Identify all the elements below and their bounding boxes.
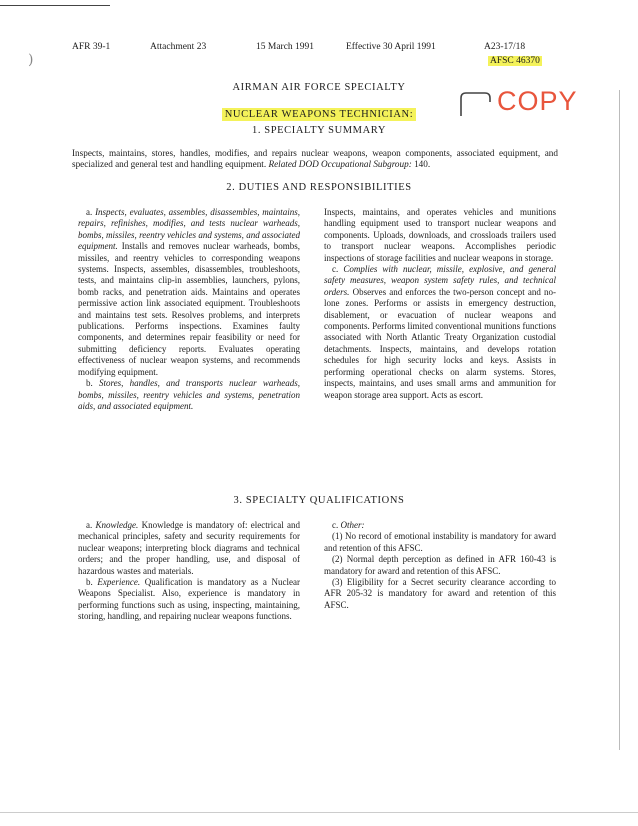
qualification-c [324,520,556,531]
qualification-c1: (1) No record of emotional instability is mandatory for award and retention of this AFSC. [324,531,556,553]
qualification-a [78,520,300,577]
copy-stamp [455,86,595,122]
qualification-c-title: Other: [340,520,365,530]
qualification-a-title: Knowledge. [95,520,139,530]
section-1-body [72,148,558,171]
scan-mark: ) [28,52,34,68]
qualification-c-label: c. [332,520,339,530]
duty-b-continued: Inspects, maintains, and operates vehicles and munitions handling equipment used to transport nuclear weapons and components. Uploads, downloads, and crossloads trailers used to transport nuclear weapons. Accomplishes periodic inspections of storage facilities and nuclear weapons in storage. [324,207,556,263]
duty-b-title: Stores, handles, and transports nuclear warheads, bombs, missiles, reentry vehicles and systems, penetration aids, and associated equipment. [78,378,300,411]
afsc-code: AFSC 46370 [490,56,540,66]
qualification-b-text: Qualification is mandatory as a Nuclear Weapons Specialist. Also, experience is mandatory in performing functions such as using, inspecting, maintaining, storing, handling, and repairing nuclear weapons functions. [78,577,301,622]
section-1-related-label: Related DOD Occupational Subgroup: [268,159,412,170]
document-subtitle: NUCLEAR WEAPONS TECHNICIAN: [222,108,416,121]
duty-a-text: Installs and removes nuclear warheads, bombs, missiles, and reentry vehicles to corresponding weapons systems. Inspects, assembles, disassembles, troubleshoots, tests, and maintains clip-in assemblies, launchers, pylons, bomb racks, and penetration aids. Maintains and operates permissive action link associated equipment. Troubleshoots and maintains test sets. Resolves problems, and interprets publications. Performs inspections. Examines faulty components, and determines repair feasibility or need for submitting deficiency reports. Evaluates operating effectiveness of nuclear weapon systems, and recommends modifying equipment. [78,241,300,377]
duty-a [78,207,300,378]
header-page-id: A23-17/18 [484,42,526,52]
section-1-text: Inspects, maintains, stores, handles, modifies, and repairs nuclear weapons, weapon components, associated equipment, and specialized and general test and handling equipment. [72,148,558,170]
section-3-left-column [78,520,300,623]
section-3-right-column [324,520,556,611]
stamp-bracket-icon [455,86,495,122]
qualification-a-label: a. [86,520,93,530]
scan-edge-line [0,5,110,6]
section-2-heading: 2. DUTIES AND RESPONSIBILITIES [226,182,412,193]
duty-c-text: Observes and enforces the two-person concept and no-lone zones. Performs or assists in emergency destruction, disablement, or evacuation of nuclear weapons and components. Performs limited conventional munitions functions associated with North Atlantic Treaty Organization custodial detachments. Inspects, maintains, and develops rotation schedules for high security locks and keys. Assists in performing operational checks on alarm systems. Stores, inspects, maintains, and uses small arms and ammunition for weapon storage area support. Acts as escort. [324,286,557,400]
header-effective: Effective 30 April 1991 [346,42,436,52]
header-date: 15 March 1991 [256,42,315,52]
header-regulation: AFR 39-1 [72,42,111,52]
duty-b-label: b. [86,378,93,389]
document-title: AIRMAN AIR FORCE SPECIALTY [232,82,406,93]
duty-b [78,378,300,412]
page-header [72,42,558,56]
section-1-related-value: 140. [414,159,431,170]
section-1-heading: 1. SPECIALTY SUMMARY [251,125,387,136]
section-3-heading: 3. SPECIALTY QUALIFICATIONS [233,495,405,506]
qualification-b-label: b. [86,577,93,588]
qualification-a-text: Knowledge is mandatory of: electrical and mechanical principles, safety and security requirements for nuclear weapons; interpreting block diagrams and technical orders; and the proper handling, use, and disposal of hazardous wastes and materials. [78,520,300,576]
copy-stamp-text: COPY [497,86,578,116]
duty-c-label: c. [332,264,339,275]
duty-c [324,264,556,401]
section-2-left-column [78,207,300,412]
header-attachment: Attachment 23 [150,42,207,52]
qualification-c2: (2) Normal depth perception as defined in AFR 160-43 is mandatory for award and retention of this AFSC. [324,554,556,576]
duty-a-label: a. [86,207,93,217]
duty-a-title: Inspects, evaluates, assembles, disassembles, maintains, repairs, refinishes, modifies, and tests nuclear warheads, bombs, missiles, reentry vehicles and systems, and associated equipment. [78,207,301,252]
qualification-b [78,577,300,623]
scan-bottom-line [0,812,638,813]
qualification-b-title: Experience. [97,577,141,588]
duty-c-title: Complies with nuclear, missile, explosive, and general safety measures, weapon system safety rules, and technical orders. [324,264,556,297]
qualification-c3: (3) Eligibility for a Secret security clearance according to AFR 205-32 is mandatory for award and retention of this AFSC. [324,577,556,610]
section-2-right-column [324,207,556,401]
